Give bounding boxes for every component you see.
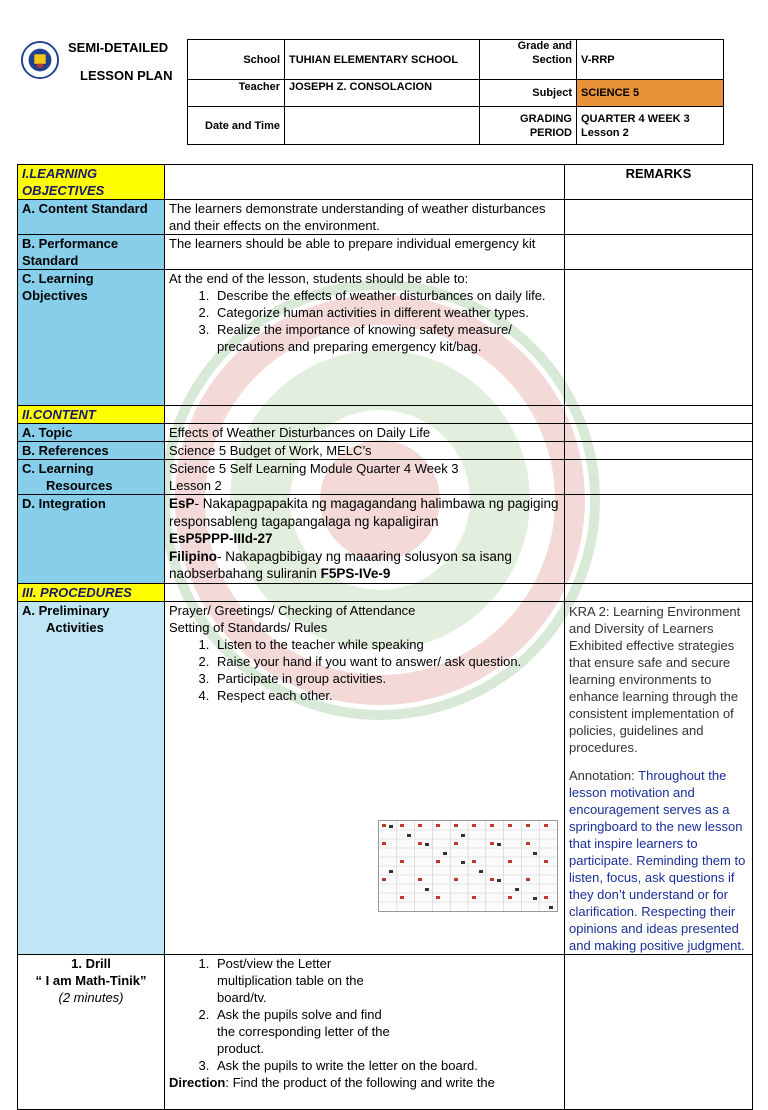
list-item: 1. Post/view the Letter multiplication table on the board/tv. xyxy=(213,955,393,1006)
learning-objectives-intro: At the end of the lesson, students should be able to: xyxy=(169,271,469,286)
date-value xyxy=(285,107,480,145)
preliminary-line-1: Prayer/ Greetings/ Checking of Attendance xyxy=(169,602,416,618)
grade-label xyxy=(480,40,577,80)
lesson-plan-table xyxy=(17,164,753,1110)
preliminary-label-line-2: Activities xyxy=(46,619,104,635)
list-item: 3. Ask the pupils to write the letter on the board. xyxy=(213,1057,560,1074)
subject-label: Subject xyxy=(480,80,577,107)
content-standard-label: A. Content Standard xyxy=(18,200,165,235)
performance-standard-remarks xyxy=(565,235,753,270)
preliminary-label-line-1: A. Preliminary xyxy=(22,602,110,618)
drill-text xyxy=(165,954,565,1109)
drill-label-line-3: (2 minutes) xyxy=(58,989,124,1005)
content-heading-remarks xyxy=(565,406,753,424)
learning-objectives-remarks xyxy=(565,270,753,406)
preliminary-remarks xyxy=(565,601,753,954)
resources-remarks xyxy=(565,460,753,495)
references-label: B. References xyxy=(18,442,165,460)
resources-label-line-2: Resources xyxy=(46,478,113,493)
school-label: School xyxy=(188,40,285,80)
school-value: TUHIAN ELEMENTARY SCHOOL xyxy=(285,40,480,80)
drill-label xyxy=(18,954,165,1109)
filipino-code: F5PS-IVe-9 xyxy=(320,566,391,581)
remarks-body: Exhibited effective strategies that ensure safe and secure learning environments to enhance learning through the consistent implementation of policies, guidelines and procedures. xyxy=(569,637,739,755)
objectives-heading: I.LEARNING OBJECTIVES xyxy=(18,165,165,200)
filipino-text: - Nakapagbibigay ng maaaring solusyon sa isang naobserbahang suliranin xyxy=(169,548,512,581)
header-table xyxy=(187,39,724,145)
list-item: 2. Raise your hand if you want to answer/ ask question. xyxy=(213,653,560,670)
deped-logo xyxy=(21,41,59,79)
teacher-label: Teacher xyxy=(188,80,285,107)
grading-value xyxy=(577,107,724,145)
resources-label-line-1: C. Learning xyxy=(22,461,94,476)
content-standard-remarks xyxy=(565,200,753,235)
esp-text: - Nakapagpapakita ng magagandang halimbawa ng pagiging responsableng tagapangalaga ng kapaligiran xyxy=(169,496,559,529)
remarks-heading: REMARKS xyxy=(565,165,753,200)
grade-label-line-1: Grade and xyxy=(517,40,572,52)
integration-text xyxy=(165,495,565,584)
integration-remarks xyxy=(565,495,753,584)
annotation-text: Throughout the lesson motivation and encouragement serves as a springboard to the new lesson that inspire learners to participate. Reminding them to listen, focus, ask questions if they don’t understand or for clarification. Respecting their opinions and ideas presented and making positive judgment. xyxy=(569,767,746,953)
topic-remarks xyxy=(565,424,753,442)
esp-label: EsP xyxy=(169,496,195,511)
list-item: 3. Participate in group activities. xyxy=(213,670,560,687)
learning-objectives-label: C. Learning Objectives xyxy=(18,270,165,406)
grading-value-line-1: QUARTER 4 WEEK 3 xyxy=(581,112,690,125)
letter-multiplication-table-image xyxy=(378,820,558,912)
grading-label-line-1: GRADING xyxy=(520,112,572,125)
list-item: 1. Describe the effects of weather disturbances on daily life. xyxy=(213,287,560,304)
date-label: Date and Time xyxy=(188,107,285,145)
preliminary-label xyxy=(18,601,165,954)
performance-standard-text: The learners should be able to prepare individual emergency kit xyxy=(165,235,565,270)
content-heading: II.CONTENT xyxy=(18,406,165,424)
resources-text-line-1: Science 5 Self Learning Module Quarter 4 Week 3 xyxy=(169,461,459,476)
grade-label-line-2: Section xyxy=(532,54,572,66)
procedures-heading-blank xyxy=(165,583,565,601)
resources-text xyxy=(165,460,565,495)
references-text: Science 5 Budget of Work, MELC’s xyxy=(165,442,565,460)
topic-label: A. Topic xyxy=(18,424,165,442)
remarks-kra: KRA 2: Learning Environment and Diversity of Learners xyxy=(569,603,741,636)
list-item: 3. Realize the importance of knowing safety measure/ precautions and preparing emergency kit/bag. xyxy=(213,321,560,355)
esp-code: EsP5PPP-IIId-27 xyxy=(169,531,273,546)
grading-value-line-2: Lesson 2 xyxy=(581,126,629,139)
list-item: 1. Listen to the teacher while speaking xyxy=(213,636,560,653)
learning-objectives-cell xyxy=(165,270,565,406)
teacher-value: JOSEPH Z. CONSOLACION xyxy=(285,80,480,107)
title-line-2: LESSON PLAN xyxy=(80,68,173,83)
list-item: 4. Respect each other. xyxy=(213,687,560,704)
direction-text: : Find the product of the following and write the xyxy=(225,1074,495,1090)
drill-label-line-1: 1. Drill xyxy=(71,955,111,971)
preliminary-line-2: Setting of Standards/ Rules xyxy=(169,619,328,635)
performance-standard-label: B. Performance Standard xyxy=(18,235,165,270)
drill-remarks xyxy=(565,954,753,1109)
content-heading-blank xyxy=(165,406,565,424)
references-remarks xyxy=(565,442,753,460)
annotation-label: Annotation: xyxy=(569,767,639,783)
grading-label-line-2: PERIOD xyxy=(529,126,572,139)
topic-text: Effects of Weather Disturbances on Daily Life xyxy=(165,424,565,442)
drill-label-line-2: “ I am Math-Tinik” xyxy=(35,972,147,988)
title-line-1: SEMI-DETAILED xyxy=(68,40,169,55)
objectives-heading-blank xyxy=(165,165,565,200)
list-item: 2. Ask the pupils solve and find the corresponding letter of the product. xyxy=(213,1006,393,1057)
drill-steps-list-cont xyxy=(169,1057,560,1074)
direction-label: Direction xyxy=(169,1074,226,1090)
list-item: 2. Categorize human activities in different weather types. xyxy=(213,304,560,321)
integration-label: D. Integration xyxy=(18,495,165,584)
subject-value: SCIENCE 5 xyxy=(577,80,724,107)
procedures-heading: III. PROCEDURES xyxy=(18,583,165,601)
grade-value: V-RRP xyxy=(577,40,724,80)
filipino-label: Filipino xyxy=(169,548,217,564)
resources-text-line-2: Lesson 2 xyxy=(169,478,222,493)
learning-objectives-list xyxy=(169,287,560,355)
rules-list xyxy=(169,636,560,704)
drill-steps-list xyxy=(169,955,393,1057)
content-standard-text: The learners demonstrate understanding of weather disturbances and their effects on the environment. xyxy=(165,200,565,235)
resources-label xyxy=(18,460,165,495)
grading-label xyxy=(480,107,577,145)
procedures-heading-remarks xyxy=(565,583,753,601)
